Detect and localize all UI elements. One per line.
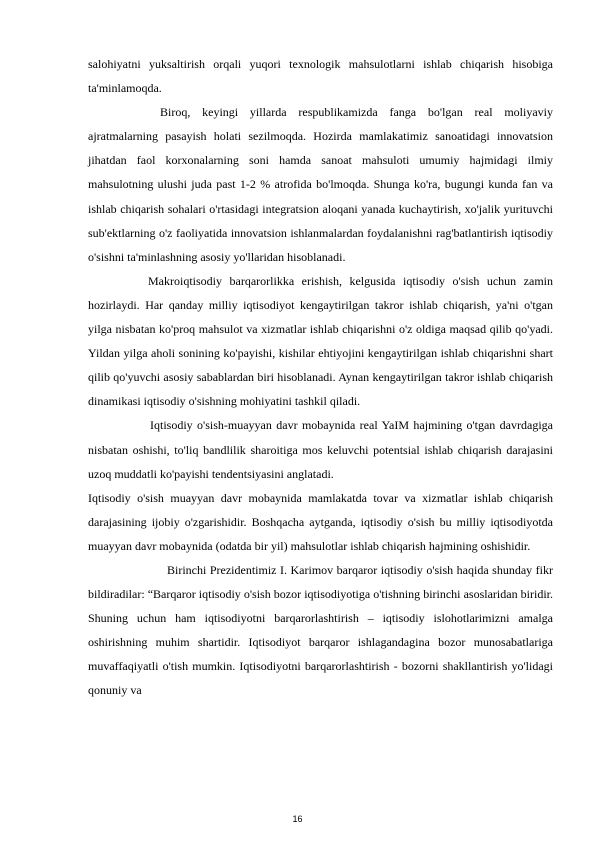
document-body (88, 52, 553, 703)
paragraph-3: Makroiqtisodiy barqarorlikka erishish, kelgusida iqtisodiy o'sish uchun zamin hozirlaydi. Har qanday milliy iqtisodiyot kengaytirilgan takror ishlab chiqarish, ya'ni o'tgan yilga nisbatan ko'proq mahsulot va xizmatlar ishlab chiqarishni o'z oldiga maqsad qilib qo'yadi. Yildan yilga aholi sonining ko'payishi, kishilar ehtiyojini kengaytirilgan ishlab chiqarishni shart qilib qo'yuvchi asosiy sabablardan biri hisoblanadi. Aynan kengaytirilgan takror ishlab chiqarish dinamikasi iqtisodiy o'sishning mohiyatini tashkil qiladi. (88, 273, 553, 409)
page-number: 16 (292, 814, 303, 824)
paragraph-1: salohiyatni yuksaltirish orqali yuqori texnologik mahsulotlarni ishlab chiqarish hisobiga ta'minlamoqda. (88, 57, 553, 96)
paragraph-2: Biroq, keyingi yillarda respublikamizda fanga bo'lgan real moliyaviy ajratmalarning pasayish holati sezilmoqda. Hozirda mamlakatimiz sanoatidagi innovatsion jihatdan faol korxonalarning soni hamda sanoat mahsuloti umumiy hajmidagi ilmiy mahsulotning ulushi juda past 1-2 % atrofida bo'lmoqda. Shunga ko'ra, bugungi kunda fan va ishlab chiqarish sohalari o'rtasidagi integratsion aloqani yanada kuchaytirish, xo'jalik yurituvchi sub'ektlarning o'z faoliyatida innovatsion ishlanmalardan foydalanishni rag'batlantirish iqtisodiy o'sishni ta'minlashning asosiy yo'llaridan hisoblanadi. (88, 105, 553, 264)
paragraph-4: Iqtisodiy o'sish-muayyan davr mobaynida real YaIM hajmining o'tgan davrdagiga nisbatan oshishi, to'liq bandlilik sharoitiga mos keluvchi potentsial ishlab chiqarish darajasini uzoq muddatli ko'payishi tendentsiyasini anglatadi. (88, 418, 553, 481)
paragraph-6: Birinchi Prezidentimiz I. Karimov barqaror iqtisodiy o'sish haqida shunday fikr bildiradilar: “Barqaror iqtisodiy o'sish bozor iqtisodiyotiga o'tishning birinchi asoslaridan biridir. Shuning uchun ham iqtisodiyotni barqarorlashtirish – iqtisodiy islohotlarimizni amalga oshirishning muhim shartidir. Iqtisodiyot barqaror ishlagandagina bozor munosabatlariga muvaffaqiyatli o'tish mumkin. Iqtisodiyotni barqarorlashtirish - bozorni shakllantirish yo'lidagi qonuniy va (88, 562, 553, 698)
paragraph-5: Iqtisodiy o'sish muayyan davr mobaynida mamlakatda tovar va xizmatlar ishlab chiqarish darajasining ijobiy o'zgarishidir. Boshqacha aytganda, iqtisodiy o'sish bu milliy iqtisodiyotda muayyan davr mobaynida (odatda bir yil) mahsulotlar ishlab chiqarish hajmining oshishidir. (88, 490, 553, 553)
